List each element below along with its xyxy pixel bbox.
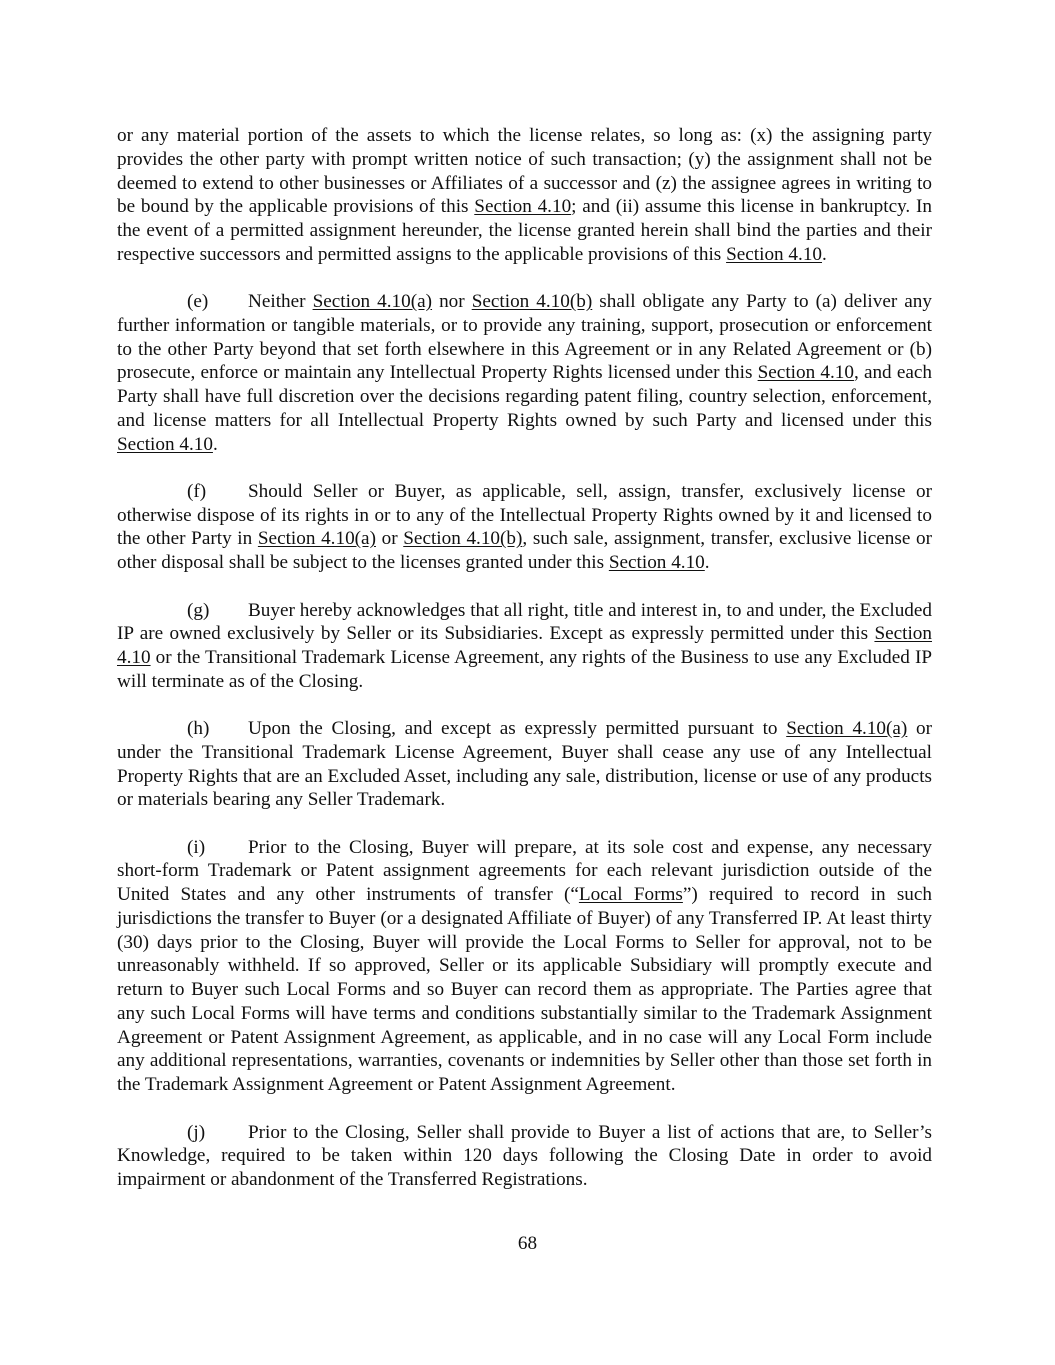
continuation-paragraph <box>117 124 932 267</box>
paragraph-text: Should Seller or Buyer, as applicable, sell, assign, transfer, exclusively license or otherwise dispose of its rights in or to any of the Intellectual Property Rights owned by it and licensed to the other Party in <box>117 480 932 550</box>
section-reference: Section 4.10(b) <box>403 528 523 550</box>
paragraph-text: , such sale, assignment, transfer, exclusive license or other disposal shall be subject to the licenses granted under this <box>117 528 932 574</box>
section-reference: Section 4.10 <box>726 243 823 265</box>
section-reference: Local Forms <box>578 884 683 906</box>
paragraph-text: ”) required to record in such jurisdictions the transfer to Buyer (or a designated Affiliate of Buyer) of any Transferred IP. At least thirty (30) days prior to the Closing, Buyer will provide the Local Forms to Seller for approval, not to be unreasonably withheld. If so approved, Seller or its applicable Subsidiary will promptly execute and return to Buyer such Local Forms and so Buyer can record them as appropriate. The Parties agree that any such Local Forms will have terms and conditions substantially similar to the Trademark Assignment Agreement or Patent Assignment Agreement, as applicable, and in no case will any Local Form include any additional representations, warranties, covenants or indemnities by Seller other than those set forth in the Trademark Assignment Agreement or Patent Assignment Agreement. <box>117 884 932 1096</box>
section-reference: Section 4.10(a) <box>257 528 376 550</box>
section-reference: Section 4.10(a) <box>312 291 433 313</box>
section-reference: Section 4.10(a) <box>786 718 908 740</box>
section-paragraph-h <box>117 717 932 812</box>
paragraph-label: (e) <box>187 291 209 313</box>
paragraph-text: ; and (ii) assume this license in bankruptcy. In the event of a permitted assignment hereunder, the license granted herein shall bind the parties and their respective successors and permitted assigns to the applicable provisions of this <box>117 196 932 265</box>
paragraph-label: (j) <box>187 1121 206 1143</box>
paragraph-text: . <box>822 243 827 265</box>
paragraph-text: Neither <box>248 291 313 313</box>
paragraph-text: nor <box>432 291 472 313</box>
paragraph-text: Upon the Closing, and except as expressly permitted pursuant to <box>248 718 787 740</box>
paragraph-label: (i) <box>187 836 206 858</box>
section-reference: Section 4.10 <box>117 623 932 669</box>
paragraph-text: , and each Party shall have full discretion over the decisions regarding patent filing, country selection, enforcement, and license matters for all Intellectual Property Rights owned by such Party and licensed under this <box>117 362 932 431</box>
section-reference: Section 4.10 <box>608 552 705 574</box>
paragraph-text: or the Transitional Trademark License Agreement, any rights of the Business to use any Excluded IP will terminate as of the Closing. <box>117 647 932 692</box>
paragraph-text: . <box>704 552 710 574</box>
section-reference: Section 4.10(b) <box>471 291 593 313</box>
paragraph-text: or any material portion of the assets to which the license relates, so long as: (x) the assigning party provides the other party with prompt written notice of such transaction; (y) the assignment shall not be deemed to extend to other businesses or Affiliates of a successor and (z) the assignee agrees in writing to be bound by the applicable provisions of this <box>117 125 932 218</box>
paragraph-text: Prior to the Closing, Buyer will prepare, at its sole cost and expense, any necessary short-form Trademark or Patent assignment agreements for each relevant jurisdiction outside of the United States and any other instruments of transfer (“ <box>117 836 932 906</box>
section-paragraph-g <box>117 599 932 694</box>
paragraph-text: or <box>375 528 404 550</box>
section-paragraph-f <box>117 480 932 575</box>
page-number: 68 <box>517 1233 538 1254</box>
paragraph-label: (g) <box>187 599 210 621</box>
paragraph-label: (f) <box>187 480 207 502</box>
paragraph-text: Buyer hereby acknowledges that all right, title and interest in, to and under, the Excluded IP are owned exclusively by Seller or its Subsidiaries. Except as expressly permitted under this <box>117 599 932 645</box>
section-paragraph-i <box>117 836 932 1097</box>
section-reference: Section 4.10 <box>757 362 854 384</box>
section-reference: Section 4.10 <box>474 196 572 218</box>
paragraph-label: (h) <box>187 718 210 740</box>
paragraph-text: shall obligate any Party to (a) deliver any further information or tangible materials, or to provide any training, support, prosecution or enforcement to the other Party beyond that set forth elsewhere in this Agreement or in any Related Agreement or (b) prosecute, enforce or maintain any Intellectual Property Rights licensed under this <box>117 291 932 384</box>
paragraph-text: Prior to the Closing, Seller shall provide to Buyer a list of actions that are, to Seller’s Knowledge, required to be taken within 120 days following the Closing Date in order to avoid impairment or abandonment of the Transferred Registrations. <box>117 1121 932 1191</box>
section-paragraph-e <box>117 290 932 456</box>
paragraph-text: . <box>212 433 218 455</box>
paragraph-text: or under the Transitional Trademark License Agreement, Buyer shall cease any use of any Intellectual Property Rights that are an Excluded Asset, including any sale, distribution, license or use of any products or materials bearing any Seller Trademark. <box>117 718 932 811</box>
document-page <box>117 124 932 1215</box>
section-reference: Section 4.10 <box>117 433 213 455</box>
section-paragraph-j <box>117 1121 932 1192</box>
